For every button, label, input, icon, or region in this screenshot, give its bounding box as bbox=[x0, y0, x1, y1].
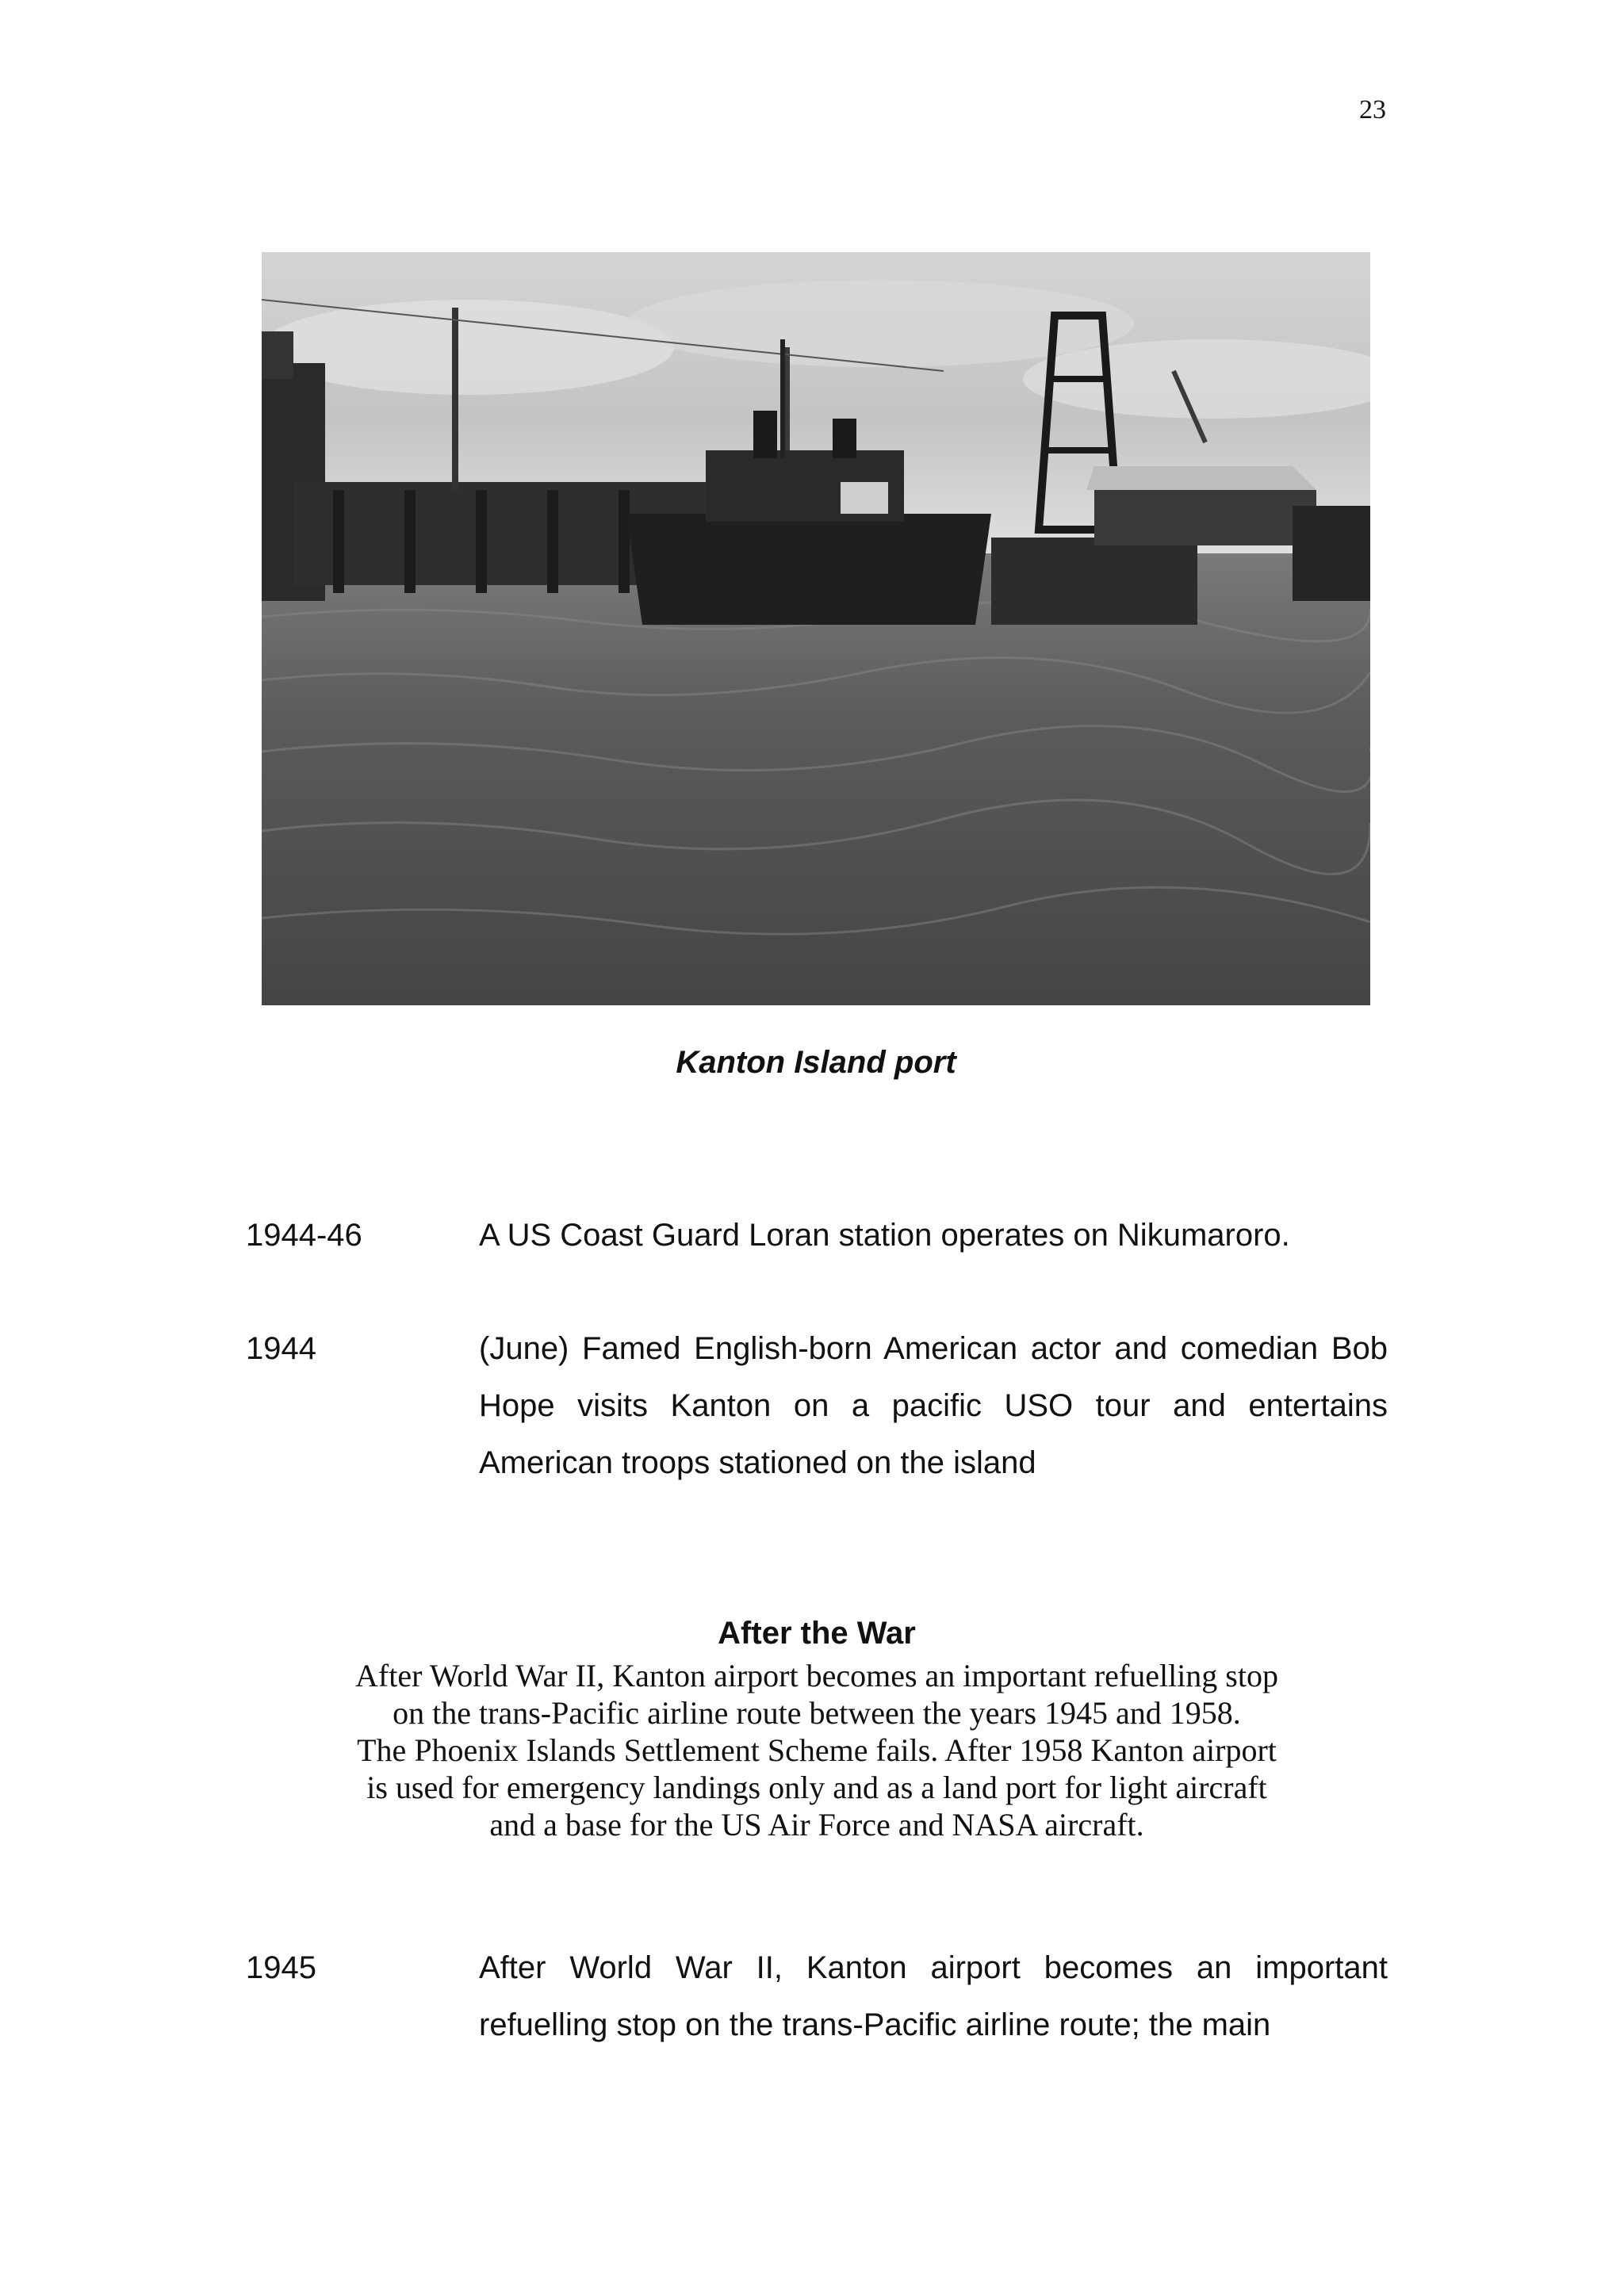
section-line: on the trans-Pacific airline route between the years 1945 and 1958. bbox=[393, 1695, 1241, 1731]
entry-text: A US Coast Guard Loran station operates on Nikumaroro. bbox=[479, 1218, 1290, 1253]
entry-text: After World War II, Kanton airport becomes an important refuelling stop on the trans-Pacific airline route; the main bbox=[479, 1950, 1388, 2042]
timeline-entry bbox=[246, 1320, 1388, 1491]
entry-text: (June) Famed English-born American actor and comedian Bob Hope visits Kanton on a pacific USO tour and entertains American troops stationed on the island bbox=[479, 1331, 1388, 1480]
entry-year: 1944-46 bbox=[246, 1218, 362, 1253]
page-number: 23 bbox=[1359, 95, 1386, 124]
kanton-port-photo bbox=[262, 252, 1370, 1005]
photo-caption: Kanton Island port bbox=[676, 1045, 956, 1080]
entry-year: 1945 bbox=[246, 1950, 316, 1985]
timeline-entry bbox=[246, 1207, 1388, 1264]
section-body bbox=[309, 1657, 1324, 1843]
entry-year: 1944 bbox=[246, 1331, 316, 1366]
section-title: After the War bbox=[718, 1616, 916, 1651]
section-line: After World War II, Kanton airport becomes an important refuelling stop bbox=[355, 1658, 1278, 1693]
section-line: is used for emergency landings only and as a land port for light aircraft bbox=[366, 1770, 1267, 1805]
section-line: The Phoenix Islands Settlement Scheme fails. After 1958 Kanton airport bbox=[357, 1732, 1277, 1768]
section-line: and a base for the US Air Force and NASA aircraft. bbox=[489, 1807, 1144, 1843]
timeline-entry bbox=[246, 1939, 1388, 2053]
